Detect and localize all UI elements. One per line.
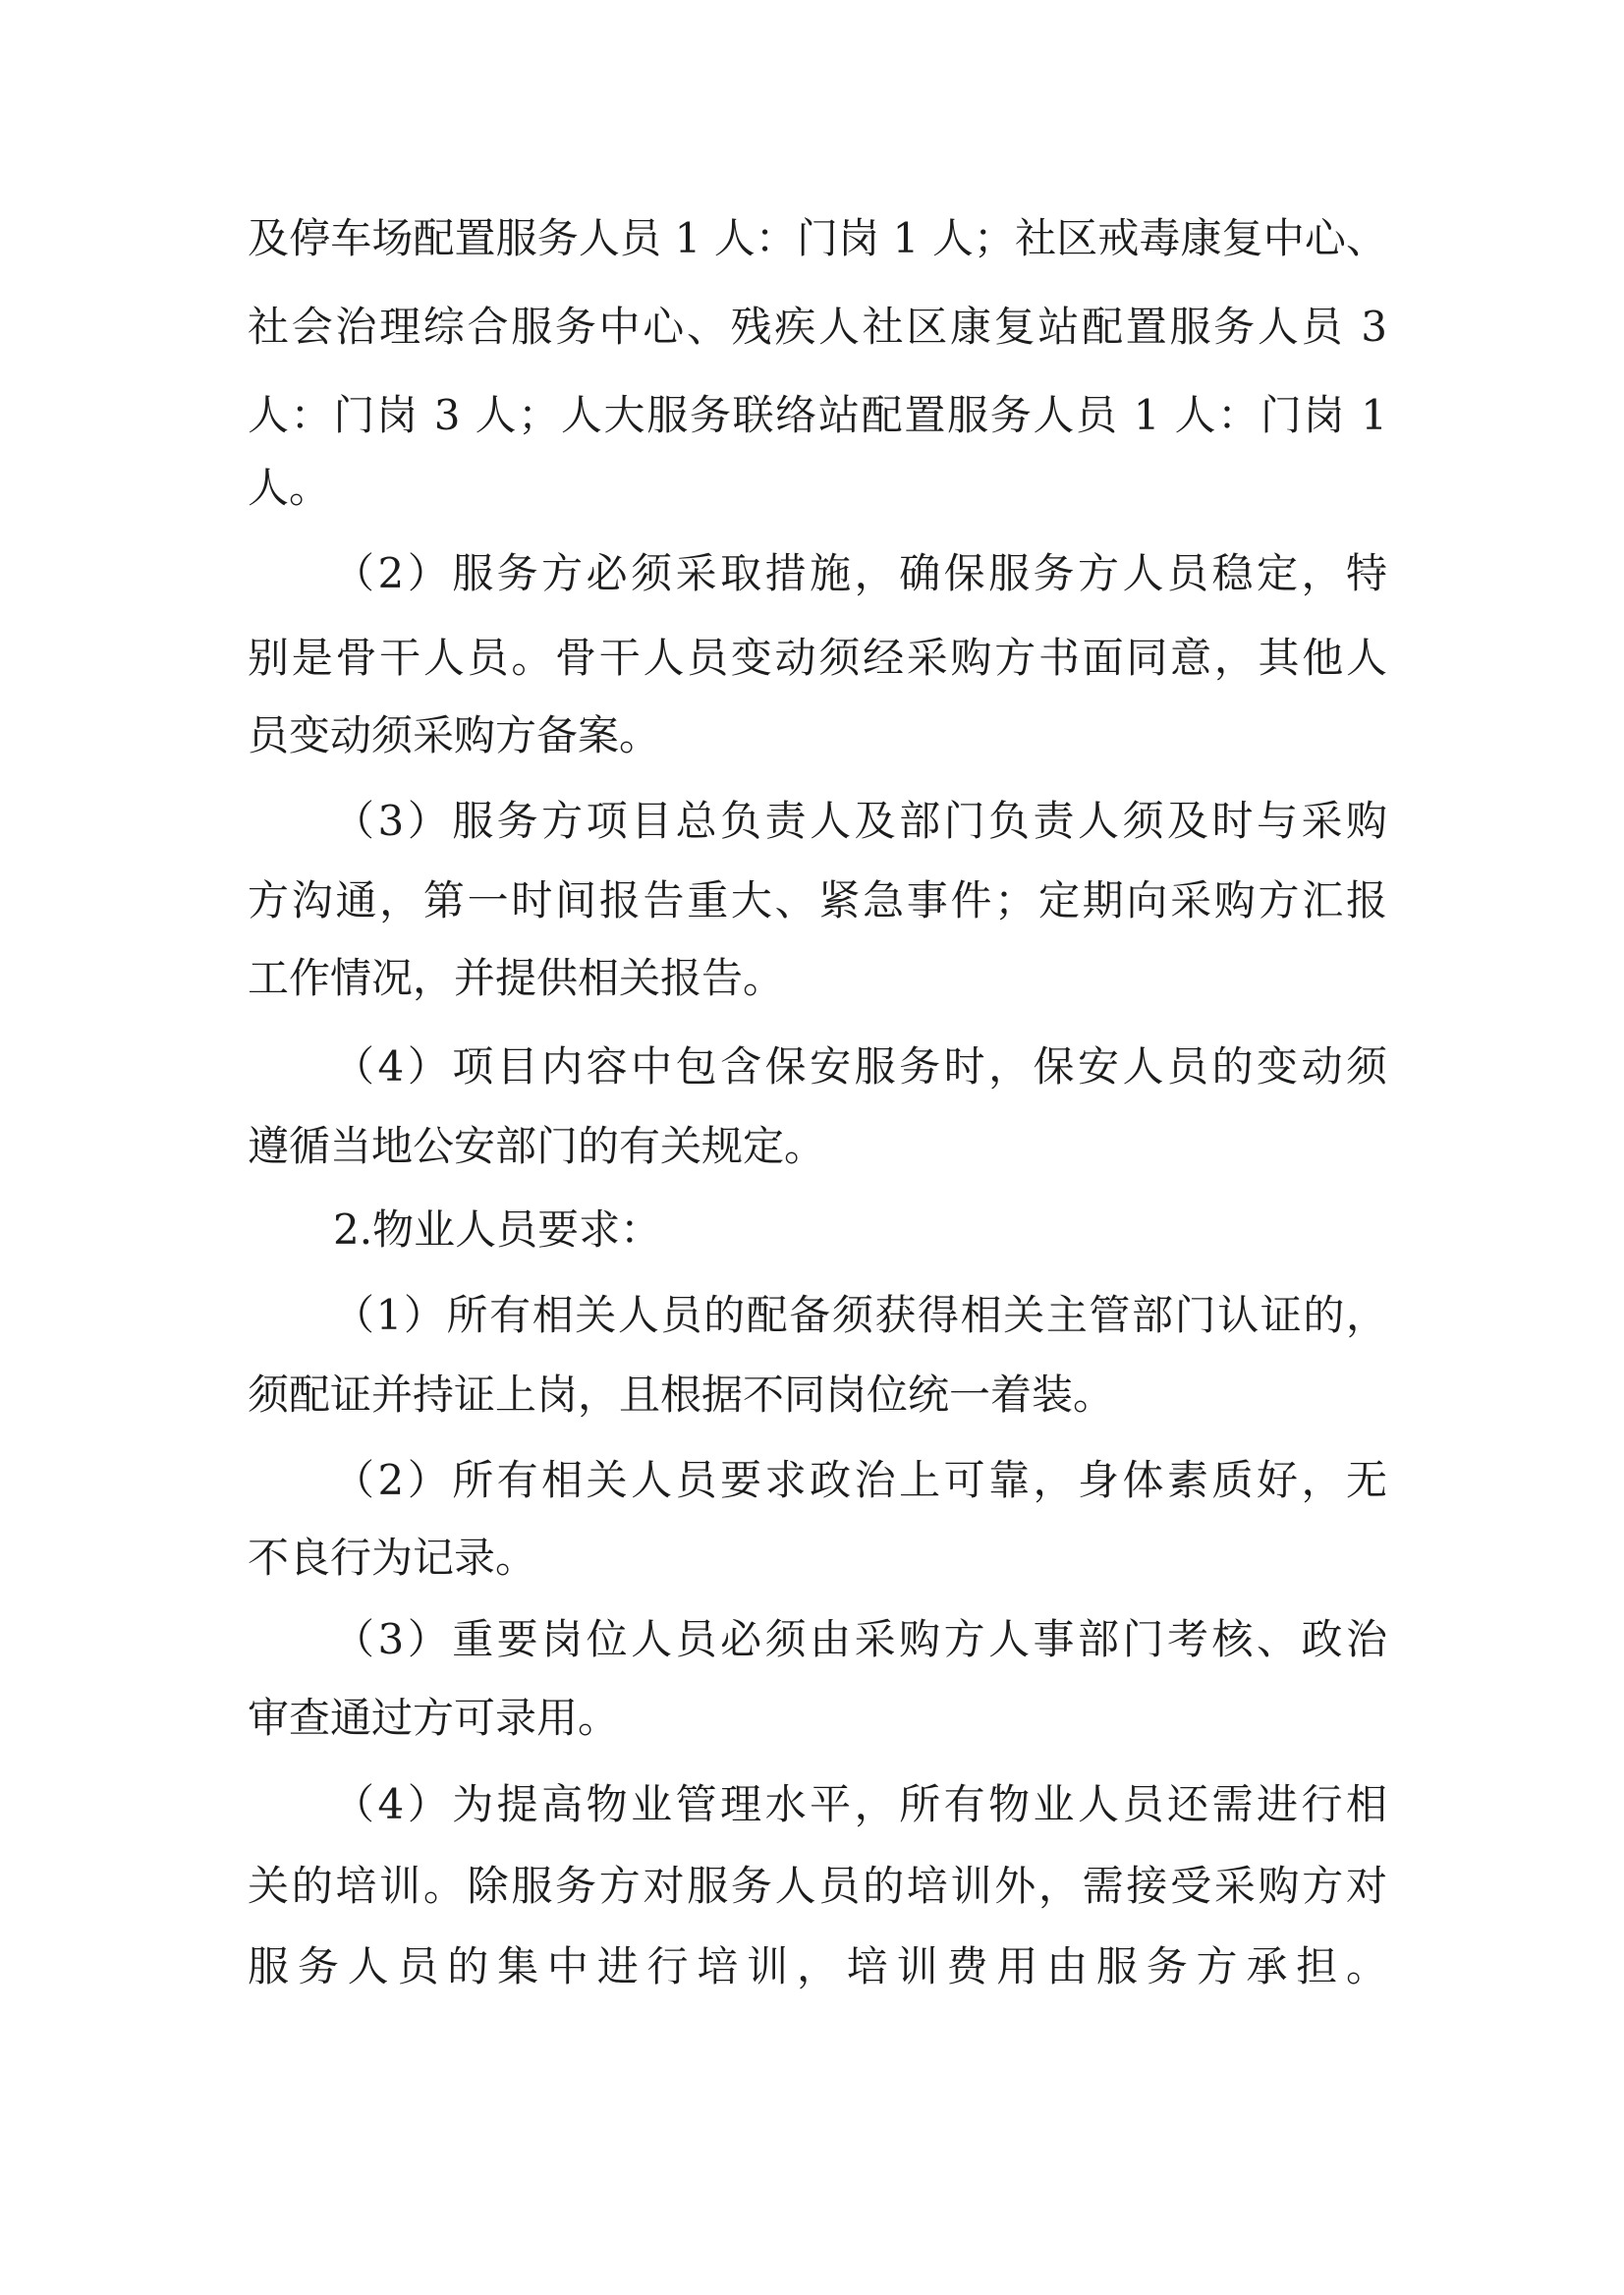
paragraph-line: 别是骨干人员。骨干人员变动须经采购方书面同意，其他人 [248,634,1387,682]
paragraph-line: （4）项目内容中包含保安服务时，保安人员的变动须 [333,1042,1387,1091]
paragraph-line: 员变动须采购方备案。 [248,711,661,759]
paragraph-line: （2）服务方必须采取措施，确保服务方人员稳定，特 [333,549,1387,597]
paragraph-line: （4）为提高物业管理水平，所有物业人员还需进行相 [333,1780,1387,1828]
paragraph-line: 关的培训。除服务方对服务人员的培训外，需接受采购方对 [248,1862,1387,1910]
paragraph-line: （3）重要岗位人员必须由采购方人事部门考核、政治 [333,1615,1387,1663]
paragraph-line: 及停车场配置服务人员 1 人：门岗 1 人；社区戒毒康复中心、 [248,214,1387,262]
paragraph-line: 须配证并持证上岗，且根据不同岗位统一着装。 [248,1371,1115,1419]
paragraph-line: 工作情况，并提供相关报告。 [248,954,785,1002]
paragraph-line: 遵循当地公安部门的有关规定。 [248,1122,826,1170]
paragraph-line: 不良行为记录。 [248,1534,537,1582]
paragraph-line: 人。 [248,464,331,512]
section-heading: 2.物业人员要求： [333,1205,662,1254]
paragraph-line: （1）所有相关人员的配备须获得相关主管部门认证的， [333,1291,1387,1339]
paragraph-line: 方沟通，第一时间报告重大、紧急事件；定期向采购方汇报 [248,876,1387,924]
paragraph-line: 社会治理综合服务中心、残疾人社区康复站配置服务人员 3 [248,303,1387,351]
paragraph-line: 人：门岗 3 人；人大服务联络站配置服务人员 1 人：门岗 1 [248,391,1387,439]
paragraph-line: （3）服务方项目总负责人及部门负责人须及时与采购 [333,797,1387,845]
paragraph-line: 审查通过方可录用。 [248,1694,620,1742]
paragraph-line: （2）所有相关人员要求政治上可靠，身体素质好，无 [333,1456,1387,1504]
paragraph-line: 服务人员的集中进行培训，培训费用由服务方承担。 [248,1942,1387,1990]
